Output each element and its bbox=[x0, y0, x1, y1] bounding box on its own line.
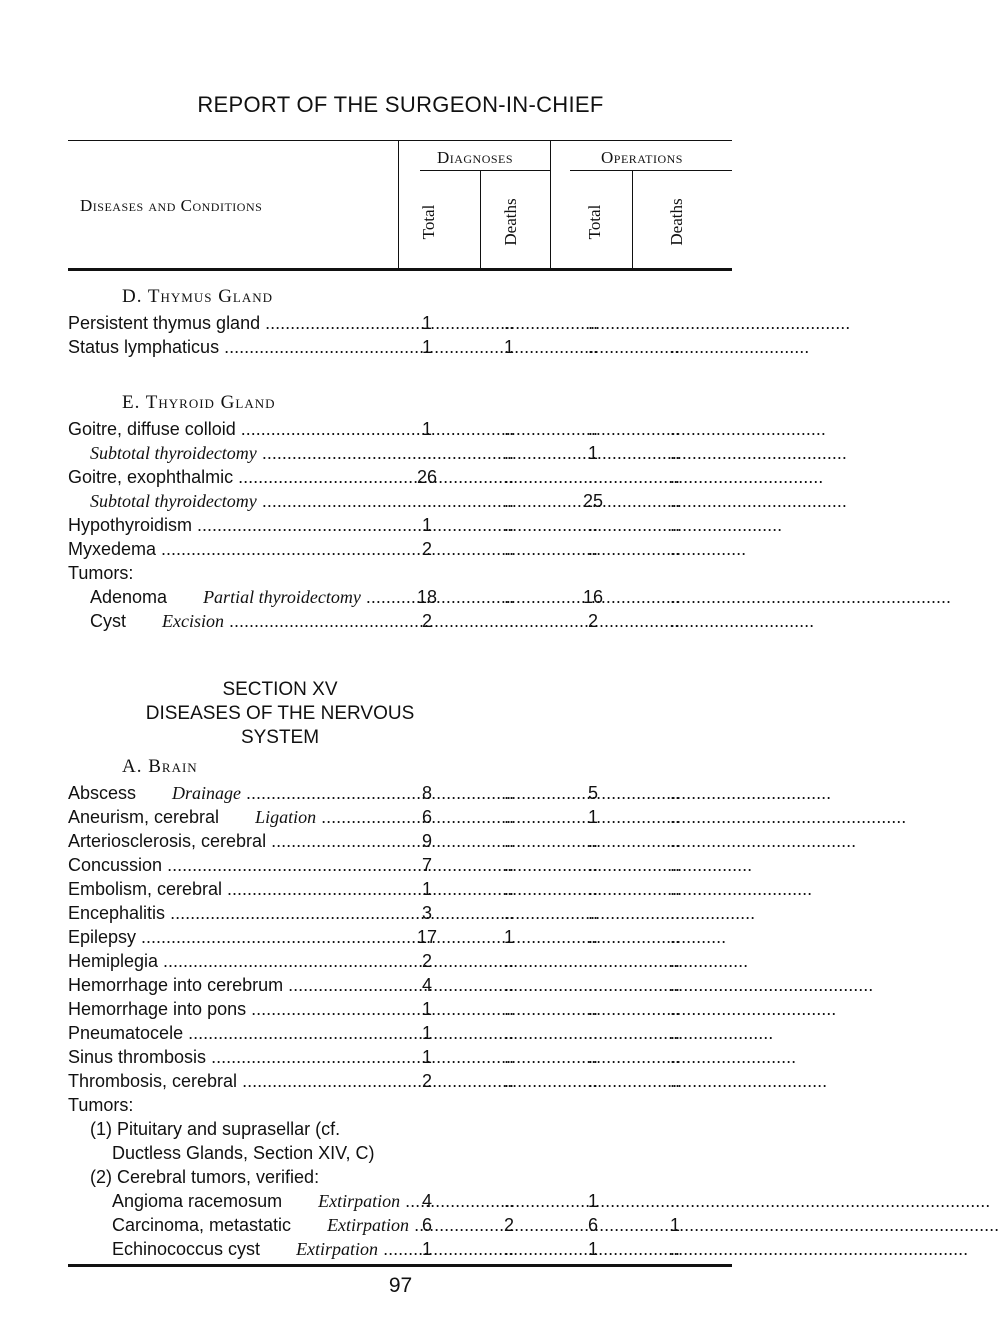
row-label bbox=[112, 1212, 410, 1238]
diag-deaths-cell: .. bbox=[503, 951, 514, 971]
diag-total-cell: 7 bbox=[421, 855, 432, 875]
diag-deaths-cell: .. bbox=[503, 855, 514, 875]
condition-name: Cyst bbox=[90, 611, 126, 631]
op-deaths-cell: .. bbox=[669, 337, 680, 357]
row-label bbox=[68, 1044, 400, 1070]
diag-total-cell: 17 bbox=[416, 927, 438, 947]
condition-name: Hemorrhage into pons bbox=[68, 999, 247, 1019]
diag-deaths-cell: 1 bbox=[503, 337, 514, 357]
condition-name: Goitre, diffuse colloid bbox=[68, 419, 236, 439]
diag-deaths-cell: .. bbox=[503, 831, 514, 851]
diag-deaths-cell: .. bbox=[503, 1239, 514, 1259]
diag-total-cell: 1 bbox=[421, 313, 432, 333]
row-label bbox=[68, 948, 400, 974]
row-label bbox=[68, 1092, 628, 1118]
row-label bbox=[112, 1188, 400, 1214]
diag-total-cell: 1 bbox=[421, 337, 432, 357]
table-row bbox=[0, 1116, 801, 1142]
op-total-cell: .. bbox=[587, 927, 598, 947]
procedure-name: Extirpation bbox=[318, 1191, 401, 1211]
diag-total-cell: .. bbox=[421, 443, 432, 463]
diag-total-cell: 18 bbox=[416, 587, 438, 607]
op-total-cell: .. bbox=[587, 515, 598, 535]
table-row bbox=[0, 1140, 801, 1166]
diag-total-cell: 1 bbox=[421, 1023, 432, 1043]
section-xv-heading: SECTION XV bbox=[222, 679, 338, 700]
diag-deaths-cell: .. bbox=[503, 611, 514, 631]
op-deaths-cell: .. bbox=[669, 587, 680, 607]
diag-deaths-cell: .. bbox=[503, 975, 514, 995]
row-label bbox=[90, 608, 400, 634]
op-deaths-cell: .. bbox=[669, 855, 680, 875]
col-divider-4 bbox=[632, 170, 633, 269]
table-row bbox=[0, 780, 801, 806]
table-row bbox=[0, 416, 801, 442]
procedure-name: Extirpation bbox=[296, 1239, 379, 1259]
row-label bbox=[68, 852, 400, 878]
row-label bbox=[68, 924, 400, 950]
op-total-cell: .. bbox=[587, 1071, 598, 1091]
condition-name: Aneurism, cerebral bbox=[68, 807, 220, 827]
row-label bbox=[68, 996, 400, 1022]
op-deaths-cell: .. bbox=[669, 807, 680, 827]
op-total-cell: .. bbox=[587, 313, 598, 333]
condition-name: Epilepsy bbox=[68, 927, 137, 947]
op-deaths-cell: .. bbox=[669, 1191, 680, 1211]
diag-total-cell: 1 bbox=[421, 879, 432, 899]
table-row bbox=[0, 464, 801, 490]
diag-total-cell: 6 bbox=[421, 1215, 432, 1235]
row-label bbox=[68, 1020, 400, 1046]
row-label bbox=[90, 488, 400, 514]
op-deaths-cell: .. bbox=[669, 783, 680, 803]
diag-deaths-cell: .. bbox=[503, 783, 514, 803]
diag-total-header: Total bbox=[419, 204, 438, 240]
op-total-cell: .. bbox=[587, 879, 598, 899]
condition-name: Carcinoma, metastatic bbox=[112, 1215, 292, 1235]
op-total-cell: 1 bbox=[587, 443, 598, 463]
condition-name: Ductless Glands, Section XIV, C) bbox=[112, 1143, 375, 1163]
table-row bbox=[0, 948, 801, 974]
diag-deaths-cell: .. bbox=[503, 807, 514, 827]
op-total-cell: .. bbox=[587, 951, 598, 971]
table-row bbox=[0, 1212, 801, 1238]
table-row bbox=[0, 560, 801, 586]
section-e-title: E. Thyroid Gland bbox=[122, 392, 276, 413]
op-deaths-cell: .. bbox=[669, 1023, 680, 1043]
table-row bbox=[0, 1188, 801, 1214]
diag-deaths-cell: .. bbox=[503, 999, 514, 1019]
table-row bbox=[0, 900, 801, 926]
row-label bbox=[90, 584, 400, 610]
op-total-cell: .. bbox=[587, 337, 598, 357]
table-row bbox=[0, 512, 801, 538]
col-divider-3 bbox=[480, 170, 481, 269]
table-row bbox=[0, 488, 801, 514]
section-xv-subtitle: DISEASES OF THE NERVOUS bbox=[145, 703, 415, 724]
table-row bbox=[0, 828, 801, 854]
diag-deaths-header: Deaths bbox=[501, 198, 520, 246]
row-label bbox=[68, 310, 400, 336]
diag-total-cell: 1 bbox=[421, 1047, 432, 1067]
op-total-cell: .. bbox=[587, 467, 598, 487]
diag-deaths-cell: 1 bbox=[503, 927, 514, 947]
op-deaths-cell: .. bbox=[669, 1239, 680, 1259]
table-row bbox=[0, 1044, 801, 1070]
diag-total-cell: 4 bbox=[421, 1191, 432, 1211]
procedure-name: Subtotal thyroidectomy bbox=[90, 491, 257, 511]
row-label bbox=[68, 464, 400, 490]
op-total-cell: .. bbox=[587, 855, 598, 875]
diag-total-cell: 3 bbox=[421, 903, 432, 923]
op-deaths-cell: .. bbox=[669, 419, 680, 439]
row-label bbox=[68, 828, 400, 854]
diag-total-cell: 26 bbox=[416, 467, 438, 487]
row-label bbox=[68, 876, 400, 902]
op-deaths-cell: .. bbox=[669, 467, 680, 487]
row-label bbox=[68, 780, 400, 806]
section-xv-subtitle-2: SYSTEM bbox=[240, 727, 320, 748]
condition-name: (2) Cerebral tumors, verified: bbox=[90, 1167, 320, 1187]
table-row bbox=[0, 996, 801, 1022]
condition-name: Embolism, cerebral bbox=[68, 879, 223, 899]
op-deaths-cell: .. bbox=[669, 1071, 680, 1091]
diag-deaths-cell: .. bbox=[503, 1191, 514, 1211]
op-total-cell: .. bbox=[587, 975, 598, 995]
procedure-name: Subtotal thyroidectomy bbox=[90, 443, 257, 463]
table-row bbox=[0, 536, 801, 562]
row-label bbox=[90, 1116, 650, 1142]
op-deaths-cell: .. bbox=[669, 951, 680, 971]
op-total-cell: 25 bbox=[582, 491, 604, 511]
op-deaths-cell: .. bbox=[669, 1047, 680, 1067]
op-total-cell: 1 bbox=[587, 807, 598, 827]
section-a-title: A. Brain bbox=[122, 756, 198, 777]
condition-name: Pneumatocele bbox=[68, 1023, 184, 1043]
diag-deaths-cell: .. bbox=[503, 443, 514, 463]
table-row bbox=[0, 608, 801, 634]
diag-deaths-cell: .. bbox=[503, 419, 514, 439]
row-label bbox=[90, 1164, 650, 1190]
col-divider-1 bbox=[398, 140, 399, 269]
table-row bbox=[0, 440, 801, 466]
row-label bbox=[90, 440, 400, 466]
diag-deaths-cell: .. bbox=[503, 879, 514, 899]
row-label bbox=[68, 900, 400, 926]
diag-total-cell: 8 bbox=[421, 783, 432, 803]
row-label bbox=[112, 1140, 672, 1166]
diag-total-cell: 1 bbox=[421, 419, 432, 439]
row-label bbox=[68, 972, 400, 998]
condition-name: (1) Pituitary and suprasellar (cf. bbox=[90, 1119, 341, 1139]
diag-total-cell: 9 bbox=[421, 831, 432, 851]
diag-deaths-cell: .. bbox=[503, 903, 514, 923]
op-total-cell: 1 bbox=[587, 1239, 598, 1259]
table-row bbox=[0, 310, 801, 336]
diag-deaths-cell: .. bbox=[503, 1023, 514, 1043]
op-deaths-cell: .. bbox=[669, 999, 680, 1019]
table-row bbox=[0, 972, 801, 998]
condition-name: Abscess bbox=[68, 783, 137, 803]
diag-total-cell: 1 bbox=[421, 515, 432, 535]
condition-name: Concussion bbox=[68, 855, 163, 875]
table-row bbox=[0, 804, 801, 830]
diag-total-cell: 2 bbox=[421, 951, 432, 971]
op-deaths-cell: .. bbox=[669, 831, 680, 851]
diag-deaths-cell: 2 bbox=[503, 1215, 514, 1235]
row-label bbox=[68, 804, 400, 830]
condition-name: Status lymphaticus bbox=[68, 337, 220, 357]
diag-total-cell: 2 bbox=[421, 1071, 432, 1091]
condition-name: Sinus thrombosis bbox=[68, 1047, 207, 1067]
procedure-name: Excision bbox=[162, 611, 224, 631]
row-label bbox=[68, 334, 400, 360]
diag-total-cell: 2 bbox=[421, 539, 432, 559]
op-total-cell: 1 bbox=[587, 1191, 598, 1211]
diag-deaths-cell: .. bbox=[503, 491, 514, 511]
op-deaths-header: Deaths bbox=[667, 198, 686, 246]
page-number: 97 bbox=[388, 1274, 413, 1297]
op-deaths-cell: .. bbox=[669, 515, 680, 535]
table-row bbox=[0, 584, 801, 610]
op-total-cell: 5 bbox=[587, 783, 598, 803]
op-deaths-cell: .. bbox=[669, 539, 680, 559]
section-d-title: D. Thymus Gland bbox=[122, 286, 274, 307]
diag-total-cell: 6 bbox=[421, 807, 432, 827]
op-deaths-cell: 1 bbox=[669, 1215, 680, 1235]
op-total-cell: .. bbox=[587, 419, 598, 439]
op-total-cell: .. bbox=[587, 999, 598, 1019]
diag-deaths-cell: .. bbox=[503, 1071, 514, 1091]
procedure-name: Ligation bbox=[255, 807, 317, 827]
table-row bbox=[0, 924, 801, 950]
condition-name: Hemiplegia bbox=[68, 951, 159, 971]
op-deaths-cell: .. bbox=[669, 879, 680, 899]
condition-name: Angioma racemosum bbox=[112, 1191, 283, 1211]
op-total-cell: 6 bbox=[587, 1215, 598, 1235]
condition-name: Hemorrhage into cerebrum bbox=[68, 975, 284, 995]
condition-name: Arteriosclerosis, cerebral bbox=[68, 831, 267, 851]
op-total-cell: 2 bbox=[587, 611, 598, 631]
op-total-cell: .. bbox=[587, 1023, 598, 1043]
diag-total-cell: 1 bbox=[421, 999, 432, 1019]
op-total-header: Total bbox=[585, 204, 604, 240]
group-underline-diagnoses bbox=[420, 170, 550, 171]
op-deaths-cell: .. bbox=[669, 903, 680, 923]
diag-deaths-cell: .. bbox=[503, 467, 514, 487]
diag-total-cell: .. bbox=[421, 491, 432, 511]
table-row bbox=[0, 1068, 801, 1094]
row-label bbox=[68, 512, 400, 538]
condition-name: Echinococcus cyst bbox=[112, 1239, 261, 1259]
row-label bbox=[68, 560, 628, 586]
diag-total-cell: 1 bbox=[421, 1239, 432, 1259]
op-deaths-cell: .. bbox=[669, 975, 680, 995]
diag-deaths-cell: .. bbox=[503, 313, 514, 333]
condition-name: Encephalitis bbox=[68, 903, 166, 923]
table-row bbox=[0, 852, 801, 878]
op-deaths-cell: .. bbox=[669, 611, 680, 631]
condition-name: Tumors: bbox=[68, 563, 134, 583]
table-row bbox=[0, 1092, 801, 1118]
top-rule bbox=[68, 140, 732, 141]
op-deaths-cell: .. bbox=[669, 443, 680, 463]
row-label bbox=[68, 416, 400, 442]
diag-deaths-cell: .. bbox=[503, 1047, 514, 1067]
diagnoses-header: Diagnoses bbox=[436, 148, 514, 167]
row-label bbox=[68, 1068, 400, 1094]
table-row bbox=[0, 1164, 801, 1190]
row-label bbox=[112, 1236, 400, 1262]
diseases-header: Diseases and Conditions bbox=[80, 196, 263, 215]
condition-name: Goitre, exophthalmic bbox=[68, 467, 234, 487]
condition-name: Myxedema bbox=[68, 539, 157, 559]
procedure-name: Extirpation bbox=[327, 1215, 410, 1235]
page-title: REPORT OF THE SURGEON-IN-CHIEF bbox=[197, 92, 604, 117]
condition-name: Hypothyroidism bbox=[68, 515, 193, 535]
procedure-name: Drainage bbox=[172, 783, 242, 803]
row-label bbox=[68, 536, 400, 562]
op-total-cell: .. bbox=[587, 539, 598, 559]
condition-name: Persistent thymus gland bbox=[68, 313, 261, 333]
diag-deaths-cell: .. bbox=[503, 539, 514, 559]
diag-deaths-cell: .. bbox=[503, 587, 514, 607]
op-deaths-cell: .. bbox=[669, 927, 680, 947]
op-total-cell: 16 bbox=[582, 587, 604, 607]
op-total-cell: .. bbox=[587, 1047, 598, 1067]
table-row bbox=[0, 876, 801, 902]
col-divider-2 bbox=[550, 140, 551, 269]
procedure-name: Partial thyroidectomy bbox=[203, 587, 361, 607]
condition-name: Tumors: bbox=[68, 1095, 134, 1115]
group-underline-operations bbox=[570, 170, 732, 171]
table-row bbox=[0, 334, 801, 360]
op-total-cell: .. bbox=[587, 903, 598, 923]
diag-deaths-cell: .. bbox=[503, 515, 514, 535]
op-deaths-cell: .. bbox=[669, 491, 680, 511]
diag-total-cell: 2 bbox=[421, 611, 432, 631]
operations-header: Operations bbox=[601, 148, 683, 167]
condition-name: Adenoma bbox=[90, 587, 168, 607]
condition-name: Thrombosis, cerebral bbox=[68, 1071, 238, 1091]
diag-total-cell: 4 bbox=[421, 975, 432, 995]
op-deaths-cell: .. bbox=[669, 313, 680, 333]
table-row bbox=[0, 1020, 801, 1046]
table-row bbox=[0, 1236, 801, 1262]
bottom-rule bbox=[68, 1264, 732, 1267]
op-total-cell: .. bbox=[587, 831, 598, 851]
